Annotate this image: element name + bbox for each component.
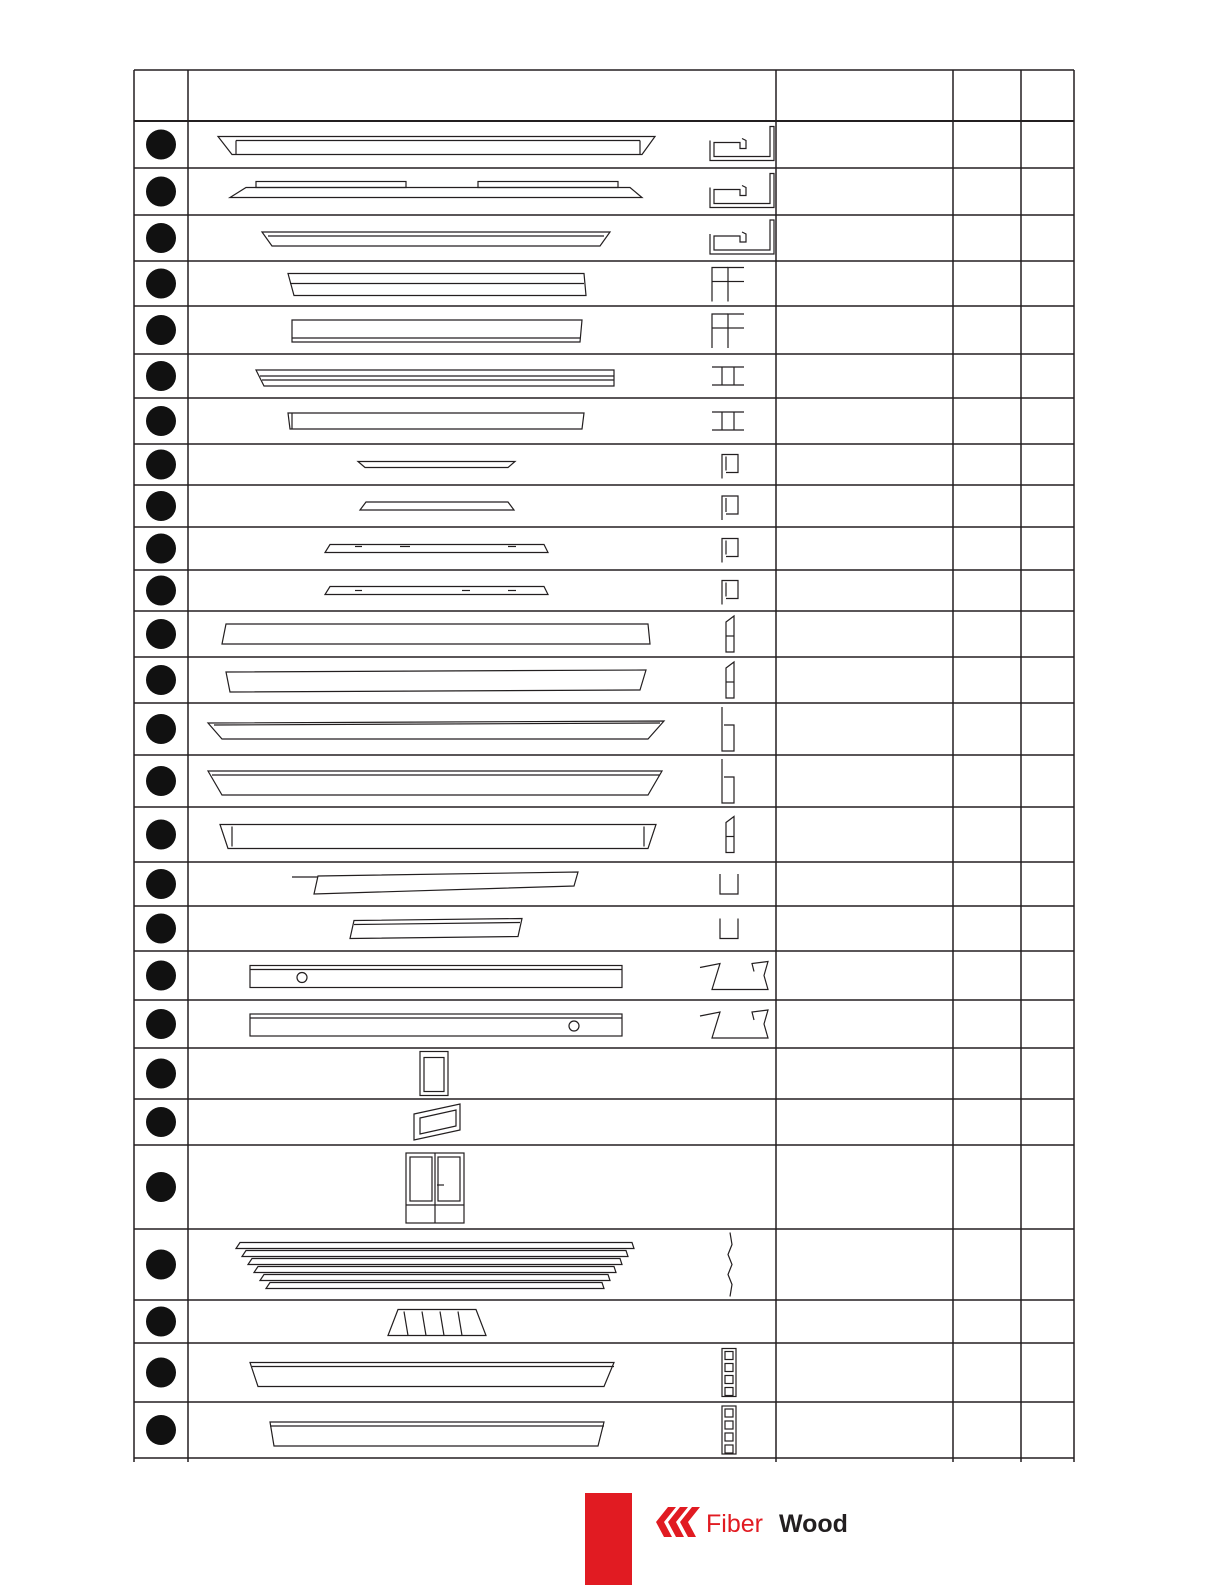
- part-drawing: [314, 872, 578, 894]
- item-number-marker: [146, 1059, 176, 1089]
- hollow-board-profile-icon: [722, 1406, 736, 1454]
- item-number-marker: [146, 177, 176, 207]
- table-row: [146, 707, 734, 751]
- item-number-marker: [146, 714, 176, 744]
- part-drawing: [250, 1014, 622, 1036]
- item-number-marker: [146, 1009, 176, 1039]
- gutter-profile-icon: [710, 174, 774, 208]
- part-drawing: [325, 545, 548, 553]
- rail-profile-icon: [722, 455, 738, 479]
- part-drawing: [388, 1310, 486, 1336]
- parts-rows: [146, 127, 774, 1455]
- plank-profile-icon: [726, 616, 734, 652]
- profile-edge: [728, 268, 744, 302]
- u-profile-icon: [720, 874, 738, 894]
- item-number-marker: [146, 534, 176, 564]
- item-number-marker: [146, 269, 176, 299]
- item-number-marker: [146, 619, 176, 649]
- profile-edge: [725, 1445, 733, 1453]
- panel-layer: [236, 1243, 634, 1249]
- table-row: [146, 1349, 736, 1397]
- table-row: [146, 1052, 448, 1096]
- profile-edge: [725, 1388, 733, 1396]
- l-profile-icon: [722, 707, 734, 751]
- item-number-marker: [146, 450, 176, 480]
- panel-layer: [254, 1267, 616, 1273]
- part-drawing: [358, 462, 515, 468]
- item-number-marker: [146, 1307, 176, 1337]
- table-row: [146, 817, 734, 853]
- part-drawing: [218, 137, 655, 155]
- gutter-profile-icon: [710, 127, 774, 161]
- profile-edge: [725, 1421, 733, 1429]
- hollow-board-profile-icon: [722, 1349, 736, 1397]
- profile-edge: [725, 1364, 733, 1372]
- profile-edge: [725, 1376, 733, 1384]
- table-row: [146, 616, 734, 652]
- part-drawing: [262, 232, 610, 246]
- item-number-marker: [146, 1107, 176, 1137]
- ridge-wave: [404, 1312, 408, 1336]
- part-drawing: [230, 188, 642, 198]
- ridge-wave: [422, 1312, 426, 1336]
- item-number-marker: [146, 315, 176, 345]
- item-number-marker: [146, 576, 176, 606]
- part-edge: [214, 723, 660, 725]
- part-drawing: [350, 919, 522, 939]
- item-number-marker: [146, 914, 176, 944]
- brand-name-bold: Wood: [779, 1510, 848, 1538]
- table-row: [146, 314, 744, 348]
- part-drawing: [222, 624, 650, 644]
- parts-table: [134, 70, 1074, 1462]
- table-row: [146, 534, 738, 564]
- profile-edge: [728, 314, 744, 348]
- table-row: [146, 268, 744, 302]
- mounting-hole: [297, 973, 307, 983]
- sill-profile-icon: [700, 962, 768, 990]
- table-row: [146, 1009, 768, 1039]
- rail-profile-icon: [722, 581, 738, 605]
- item-number-marker: [146, 820, 176, 850]
- item-number-marker: [146, 223, 176, 253]
- u-profile-icon: [720, 919, 738, 939]
- table-row: [146, 1307, 486, 1337]
- table-row: [146, 759, 734, 803]
- panel-layer: [248, 1259, 622, 1265]
- table-row: [146, 961, 768, 991]
- rail-profile-icon: [722, 496, 738, 520]
- window-pane: [424, 1058, 444, 1092]
- profile-edge: [725, 1409, 733, 1417]
- item-number-marker: [146, 130, 176, 160]
- table-row: [146, 914, 738, 944]
- mounting-hole: [569, 1021, 579, 1031]
- page-tab-marker: [585, 1493, 632, 1585]
- ridge-wave: [440, 1312, 444, 1336]
- table-row: [146, 1406, 736, 1454]
- part-drawing: [250, 966, 622, 988]
- panel-layer: [242, 1251, 628, 1257]
- table-row: [146, 450, 738, 480]
- part-drawing: [256, 370, 614, 386]
- sill-profile-icon: [700, 1010, 768, 1038]
- part-drawing: [292, 320, 582, 342]
- brand-logo: [656, 1507, 848, 1538]
- table-row: [146, 220, 774, 254]
- wave-profile-icon: [728, 1233, 732, 1297]
- part-drawing: [288, 274, 586, 296]
- item-number-marker: [146, 1172, 176, 1202]
- profile-edge: [725, 1433, 733, 1441]
- table-row: [146, 1104, 460, 1140]
- table-row: [146, 1233, 732, 1297]
- table-row: [146, 406, 744, 436]
- part-drawing: [288, 413, 584, 429]
- plank-profile-icon: [726, 817, 734, 853]
- table-row: [146, 127, 774, 161]
- panel-layer: [266, 1283, 604, 1289]
- item-number-marker: [146, 491, 176, 521]
- table-row: [146, 361, 744, 391]
- table-row: [146, 869, 738, 899]
- panel-layer: [260, 1275, 610, 1281]
- item-number-marker: [146, 406, 176, 436]
- part-edge: [256, 182, 406, 188]
- brand-name-light: Fiber: [706, 1510, 763, 1538]
- plank-profile-icon: [726, 662, 734, 698]
- table-row: [146, 174, 774, 208]
- ridge-wave: [458, 1312, 462, 1336]
- door-glass: [438, 1157, 460, 1201]
- item-number-marker: [146, 1250, 176, 1280]
- double-f-profile-icon: [712, 268, 728, 302]
- item-number-marker: [146, 1358, 176, 1388]
- gutter-profile-icon: [710, 220, 774, 254]
- double-f-profile-icon: [712, 314, 728, 348]
- profile-edge: [725, 1352, 733, 1360]
- l-profile-icon: [722, 759, 734, 803]
- fiberwood-logo-mark: [656, 1507, 700, 1537]
- item-number-marker: [146, 1415, 176, 1445]
- table-row: [146, 662, 734, 698]
- item-number-marker: [146, 361, 176, 391]
- item-number-marker: [146, 961, 176, 991]
- table-row: [146, 1153, 464, 1223]
- part-edge: [354, 923, 520, 925]
- part-drawing: [226, 670, 646, 692]
- vent-pane: [420, 1110, 456, 1134]
- part-drawing: [360, 502, 514, 510]
- vent-frame: [414, 1104, 460, 1140]
- part-drawing: [220, 825, 656, 849]
- item-number-marker: [146, 665, 176, 695]
- part-edge: [478, 182, 618, 188]
- item-number-marker: [146, 766, 176, 796]
- table-row: [146, 576, 738, 606]
- table-row: [146, 491, 738, 521]
- item-number-marker: [146, 869, 176, 899]
- rail-profile-icon: [722, 539, 738, 563]
- door-glass: [410, 1157, 432, 1201]
